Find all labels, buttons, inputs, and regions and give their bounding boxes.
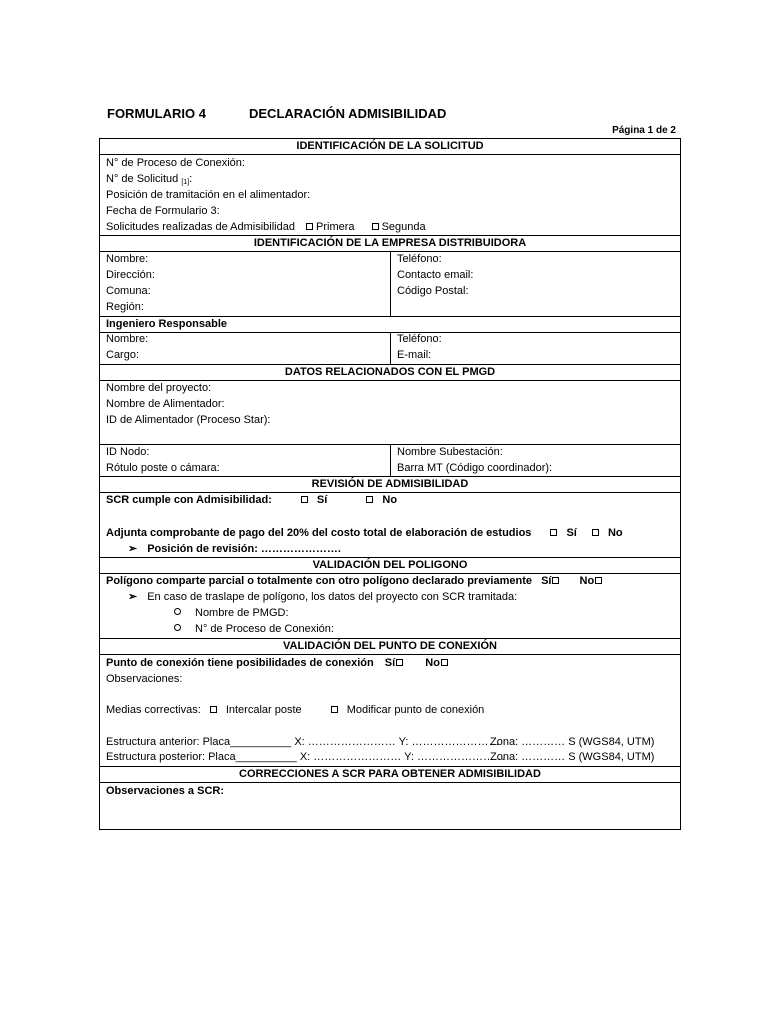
- field-adjunta-comprobante: Adjunta comprobante de pago del 20% del costo total de elaboración de estudios Sí No: [106, 527, 623, 539]
- field-fecha-formulario: Fecha de Formulario 3:: [106, 205, 220, 217]
- field-proceso-conexion-poligono: N° de Proceso de Conexión:: [174, 622, 334, 636]
- field-estructura-posterior: Estructura posterior: Placa__________ X: …………………… Y: ……………………: [106, 751, 505, 763]
- field-nombre-proyecto: Nombre del proyecto:: [106, 382, 212, 394]
- field-id-alimentador: ID de Alimentador (Proceso Star):: [106, 414, 271, 426]
- field-poligono-comparte: Polígono comparte parcial o totalmente con otro polígono declarado previamente Sí No: [106, 574, 605, 588]
- field-ing-email: E-mail:: [397, 349, 432, 361]
- circle-bullet-icon: [174, 608, 181, 615]
- section-title-empresa: IDENTIFICACIÓN DE LA EMPRESA DISTRIBUIDORA: [253, 237, 527, 249]
- field-nombre: Nombre:: [106, 253, 149, 265]
- field-ing-nombre: Nombre:: [106, 333, 149, 345]
- checkbox-primera[interactable]: [306, 223, 313, 230]
- checkbox-segunda[interactable]: [372, 223, 379, 230]
- column-divider: [390, 444, 391, 476]
- checkbox-intercalar-poste[interactable]: [210, 706, 217, 713]
- section-title-poligono: VALIDACIÓN DEL POLIGONO: [312, 559, 468, 571]
- checkbox-scr-no[interactable]: [366, 496, 373, 503]
- field-numero-solicitud: N° de Solicitud $_{[1]}$:: [106, 173, 193, 186]
- checkbox-punto-no[interactable]: [441, 659, 448, 666]
- form-table: [99, 138, 681, 830]
- field-estructura-posterior-zona: Zona: ………… S (WGS84, UTM): [490, 751, 655, 763]
- checkbox-poligono-no[interactable]: [595, 577, 602, 584]
- field-estructura-anterior: Estructura anterior: Placa__________ X: …………………… Y: ……………………: [106, 736, 500, 748]
- divider: [100, 654, 680, 655]
- section-title-correcciones: CORRECCIONES A SCR PARA OBTENER ADMISIBILIDAD: [239, 768, 541, 780]
- arrow-bullet-icon: ➢: [128, 591, 138, 603]
- section-title-revision: REVISIÓN DE ADMISIBILIDAD: [311, 478, 469, 490]
- checkbox-poligono-si[interactable]: [552, 577, 559, 584]
- arrow-bullet-icon: ➢: [128, 543, 138, 555]
- ingeniero-responsable-heading: Ingeniero Responsable: [106, 318, 228, 330]
- field-telefono: Teléfono:: [397, 253, 442, 265]
- field-posicion-revision: ➢ Posición de revisión: ………………….: [128, 543, 341, 555]
- field-posicion-tramitacion: Posición de tramitación en el alimentador:: [106, 189, 311, 201]
- column-divider: [390, 332, 391, 364]
- section-title-punto-conexion: VALIDACIÓN DEL PUNTO DE CONEXIÓN: [283, 640, 497, 652]
- field-estructura-anterior-zona: Zona: ………… S (WGS84, UTM): [490, 736, 655, 748]
- field-observaciones: Observaciones:: [106, 673, 183, 685]
- field-traslape: ➢ En caso de traslape de polígono, los datos del proyecto con SCR tramitada:: [128, 591, 518, 603]
- checkbox-punto-si[interactable]: [396, 659, 403, 666]
- field-codigo-postal: Código Postal:: [397, 285, 469, 297]
- section-title-identificacion: IDENTIFICACIÓN DE LA SOLICITUD: [296, 140, 484, 152]
- checkbox-modificar-punto[interactable]: [331, 706, 338, 713]
- field-contacto-email: Contacto email:: [397, 269, 474, 281]
- field-direccion: Dirección:: [106, 269, 155, 281]
- checkbox-scr-si[interactable]: [301, 496, 308, 503]
- field-scr-cumple: SCR cumple con Admisibilidad: Sí No: [106, 494, 398, 506]
- field-punto-conexion-posibilidades: Punto de conexión tiene posibilidades de conexión Sí No: [106, 656, 451, 670]
- divider: [100, 154, 680, 155]
- divider: [100, 782, 680, 783]
- field-nombre-subestacion: Nombre Subestación:: [397, 446, 503, 458]
- field-nombre-alimentador: Nombre de Alimentador:: [106, 398, 225, 410]
- field-proceso-conexion: N° de Proceso de Conexión:: [106, 157, 245, 169]
- circle-bullet-icon: [174, 624, 181, 631]
- checkbox-adjunta-no[interactable]: [592, 529, 599, 536]
- field-barra-mt: Barra MT (Código coordinador):: [397, 462, 553, 474]
- field-medias-correctivas: Medias correctivas: Intercalar poste Modificar punto de conexión: [106, 704, 485, 716]
- field-region: Región:: [106, 301, 144, 313]
- field-rotulo-poste: Rótulo poste o cámara:: [106, 462, 220, 474]
- field-ing-telefono: Teléfono:: [397, 333, 442, 345]
- field-id-nodo: ID Nodo:: [106, 446, 150, 458]
- footnote-ref: [1]: [181, 179, 190, 186]
- field-observaciones-scr: Observaciones a SCR:: [106, 785, 224, 797]
- field-ing-cargo: Cargo:: [106, 349, 140, 361]
- column-divider: [390, 251, 391, 316]
- form-title: DECLARACIÓN ADMISIBILIDAD: [249, 106, 447, 121]
- form-number: FORMULARIO 4: [107, 106, 206, 121]
- field-comuna: Comuna:: [106, 285, 151, 297]
- field-solicitudes-realizadas: Solicitudes realizadas de Admisibilidad Primera Segunda: [106, 221, 426, 233]
- checkbox-adjunta-si[interactable]: [550, 529, 557, 536]
- section-title-pmgd: DATOS RELACIONADOS CON EL PMGD: [284, 366, 496, 378]
- page-indicator: Página 1 de 2: [612, 125, 676, 136]
- field-nombre-pmgd: Nombre de PMGD:: [174, 606, 289, 620]
